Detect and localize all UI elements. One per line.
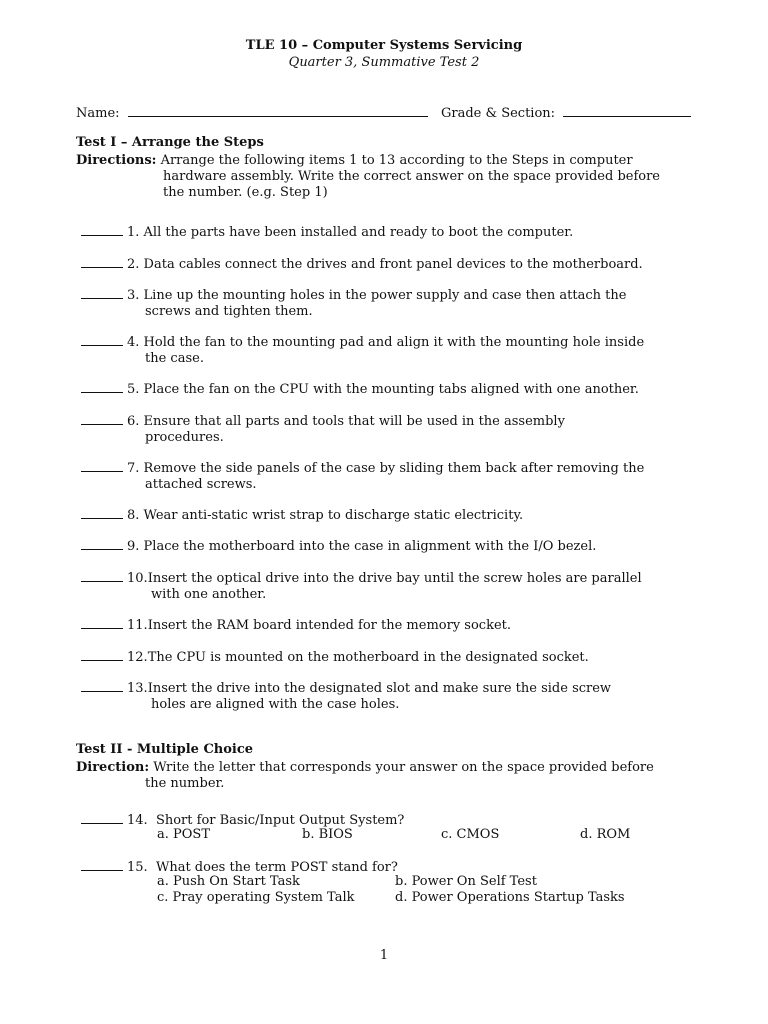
item-text-continued: attached screws.: [145, 477, 257, 492]
test2-directions-line1: Write the letter that corresponds your answer on the space provided before: [153, 760, 654, 775]
page-number: 1: [379, 948, 389, 963]
item-number: 5.: [127, 382, 140, 397]
name-blank[interactable]: [128, 103, 428, 117]
list-item: [81, 223, 681, 241]
item-number: 12.: [127, 650, 148, 665]
item-number: 4.: [127, 335, 140, 350]
test2-directions-line2: the number.: [145, 776, 225, 791]
item-text: Wear anti-static wrist strap to discharge static electricity.: [143, 508, 524, 523]
question-number: 14.: [127, 813, 148, 828]
item-number: 7.: [127, 461, 140, 476]
item-text-continued: with one another.: [151, 587, 267, 602]
item-number: 3.: [127, 288, 140, 303]
item-number: 1.: [127, 225, 140, 240]
list-item: [81, 286, 681, 320]
answer-blank[interactable]: [81, 679, 123, 692]
list-item: [81, 380, 681, 398]
answer-blank[interactable]: [81, 380, 123, 393]
item-text: Ensure that all parts and tools that will be used in the assembly: [143, 414, 565, 429]
answer-blank[interactable]: [81, 412, 123, 425]
answer-blank[interactable]: [81, 616, 123, 629]
list-item: [81, 679, 681, 713]
item-text-continued: holes are aligned with the case holes.: [151, 697, 400, 712]
item-text: Remove the side panels of the case by sliding them back after removing the: [143, 461, 645, 476]
grade-section-label: Grade & Section:: [441, 106, 556, 121]
answer-blank[interactable]: [81, 648, 123, 661]
test1-directions-label: Directions:: [76, 153, 157, 168]
item-text-continued: the case.: [145, 351, 204, 366]
choice-a[interactable]: a. Push On Start Task: [157, 874, 300, 889]
test2-directions-label: Direction:: [76, 760, 150, 775]
test2-heading: Test II - Multiple Choice: [76, 742, 254, 757]
choice-d[interactable]: d. ROM: [580, 827, 631, 842]
list-item: [81, 616, 681, 634]
choice-a[interactable]: a. POST: [157, 827, 210, 842]
item-text: Insert the RAM board intended for the memory socket.: [147, 618, 512, 633]
question-text: Short for Basic/Input Output System?: [155, 813, 405, 828]
question-text: What does the term POST stand for?: [155, 860, 398, 875]
document-subtitle: Quarter 3, Summative Test 2: [288, 55, 480, 70]
item-text: Line up the mounting holes in the power supply and case then attach the: [143, 288, 627, 303]
item-text: Insert the drive into the designated slot and make sure the side screw: [147, 681, 612, 696]
list-item: [81, 412, 681, 446]
item-number: 9.: [127, 539, 140, 554]
answer-blank[interactable]: [81, 858, 123, 871]
list-item: [81, 569, 681, 603]
answer-blank[interactable]: [81, 506, 123, 519]
document-title: TLE 10 – Computer Systems Servicing: [245, 38, 523, 53]
item-text: Hold the fan to the mounting pad and align it with the mounting hole inside: [143, 335, 645, 350]
item-number: 13.: [127, 681, 148, 696]
answer-blank[interactable]: [81, 286, 123, 299]
item-text-continued: procedures.: [145, 430, 224, 445]
answer-blank[interactable]: [81, 811, 123, 824]
test2-directions: [76, 760, 676, 792]
item-text-continued: screws and tighten them.: [145, 304, 313, 319]
test1-directions: [76, 153, 676, 201]
item-text: Place the fan on the CPU with the mounting tabs aligned with one another.: [143, 382, 639, 397]
item-number: 6.: [127, 414, 140, 429]
item-number: 11.: [127, 618, 148, 633]
choice-b[interactable]: b. Power On Self Test: [395, 874, 537, 889]
name-field: [76, 103, 428, 122]
answer-blank[interactable]: [81, 255, 123, 268]
item-text: All the parts have been installed and ready to boot the computer.: [143, 225, 574, 240]
question-number: 15.: [127, 860, 148, 875]
item-text: Insert the optical drive into the drive bay until the screw holes are parallel: [147, 571, 642, 586]
test1-directions-line1: Arrange the following items 1 to 13 according to the Steps in computer: [160, 153, 633, 168]
test1-heading: Test I – Arrange the Steps: [76, 135, 264, 150]
answer-blank[interactable]: [81, 459, 123, 472]
answer-blank[interactable]: [81, 569, 123, 582]
answer-blank[interactable]: [81, 537, 123, 550]
test1-directions-line3: the number. (e.g. Step 1): [163, 185, 328, 200]
choice-c[interactable]: c. CMOS: [441, 827, 500, 842]
list-item: [81, 537, 681, 555]
test1-directions-line2: hardware assembly. Write the correct answer on the space provided before: [163, 169, 661, 184]
grade-section-blank[interactable]: [563, 103, 691, 117]
item-number: 2.: [127, 257, 140, 272]
choice-c[interactable]: c. Pray operating System Talk: [157, 890, 355, 905]
item-text: Data cables connect the drives and front panel devices to the motherboard.: [143, 257, 643, 272]
item-text: The CPU is mounted on the motherboard in the designated socket.: [147, 650, 589, 665]
choice-b[interactable]: b. BIOS: [302, 827, 353, 842]
list-item: [81, 255, 681, 273]
answer-blank[interactable]: [81, 333, 123, 346]
list-item: [81, 333, 681, 367]
list-item: [81, 506, 681, 524]
answer-blank[interactable]: [81, 223, 123, 236]
choice-d[interactable]: d. Power Operations Startup Tasks: [395, 890, 625, 905]
grade-section-field: [441, 103, 691, 122]
item-number: 8.: [127, 508, 140, 523]
name-label: Name:: [76, 106, 120, 121]
list-item: [81, 648, 681, 666]
item-number: 10.: [127, 571, 148, 586]
list-item: [81, 459, 681, 493]
item-text: Place the motherboard into the case in alignment with the I/O bezel.: [143, 539, 597, 554]
